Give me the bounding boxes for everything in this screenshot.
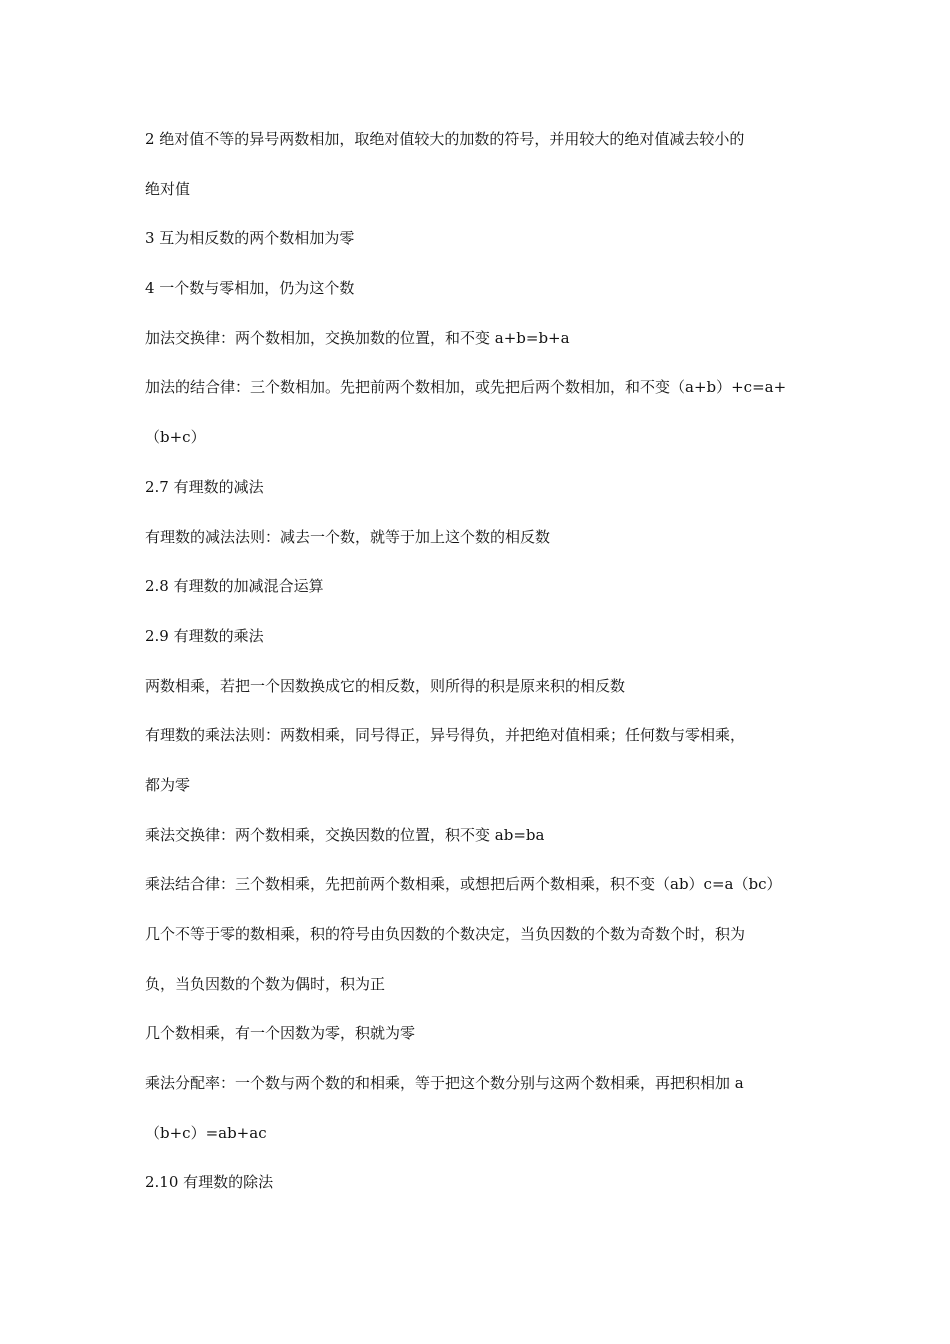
section-heading: 2.7 有理数的减法 <box>145 477 264 496</box>
text-line: （b+c） <box>145 428 206 447</box>
text-line: 几个不等于零的数相乘，积的符号由负因数的个数决定，当负因数的个数为奇数个时，积为 <box>145 925 746 943</box>
text-line: 3 互为相反数的两个数相加为零 <box>145 229 355 248</box>
text-line: 乘法分配率：一个数与两个数的和相乘，等于把这个数分别与这两个数相乘，再把积相加 a <box>145 1074 744 1093</box>
text-line: 2 绝对值不等的异号两数相加，取绝对值较大的加数的符号，并用较大的绝对值减去较小的 <box>145 130 745 148</box>
text-line: （b+c）=ab+ac <box>145 1123 267 1142</box>
text-line: 都为零 <box>145 775 191 794</box>
text-line: 两数相乘，若把一个因数换成它的相反数，则所得的积是原来积的相反数 <box>145 676 626 695</box>
text-line: 加法交换律：两个数相加，交换加数的位置，和不变 a+b=b+a <box>145 328 570 347</box>
text-line: 几个数相乘，有一个因数为零，积就为零 <box>145 1024 416 1043</box>
text-line: 有理数的乘法法则：两数相乘，同号得正，异号得负，并把绝对值相乘；任何数与零相乘， <box>145 726 746 745</box>
section-heading: 2.8 有理数的加减混合运算 <box>145 577 324 596</box>
text-line: 4 一个数与零相加，仍为这个数 <box>145 279 355 298</box>
text-line: 加法的结合律：三个数相加。先把前两个数相加，或先把后两个数相加，和不变（a+b）+c=a+ <box>145 378 787 397</box>
text-line: 有理数的减法法则：减去一个数，就等于加上这个数的相反数 <box>145 527 551 546</box>
section-heading: 2.10 有理数的除法 <box>145 1173 274 1192</box>
text-line: 乘法结合律：三个数相乘，先把前两个数相乘，或想把后两个数相乘，积不变（ab）c=a（bc） <box>145 875 782 894</box>
text-line: 乘法交换律：两个数相乘，交换因数的位置，积不变 ab=ba <box>145 825 545 844</box>
text-line: 负，当负因数的个数为偶时，积为正 <box>145 974 386 993</box>
text-line: 绝对值 <box>145 179 191 198</box>
document-body <box>145 127 810 1220</box>
section-heading: 2.9 有理数的乘法 <box>145 626 264 645</box>
